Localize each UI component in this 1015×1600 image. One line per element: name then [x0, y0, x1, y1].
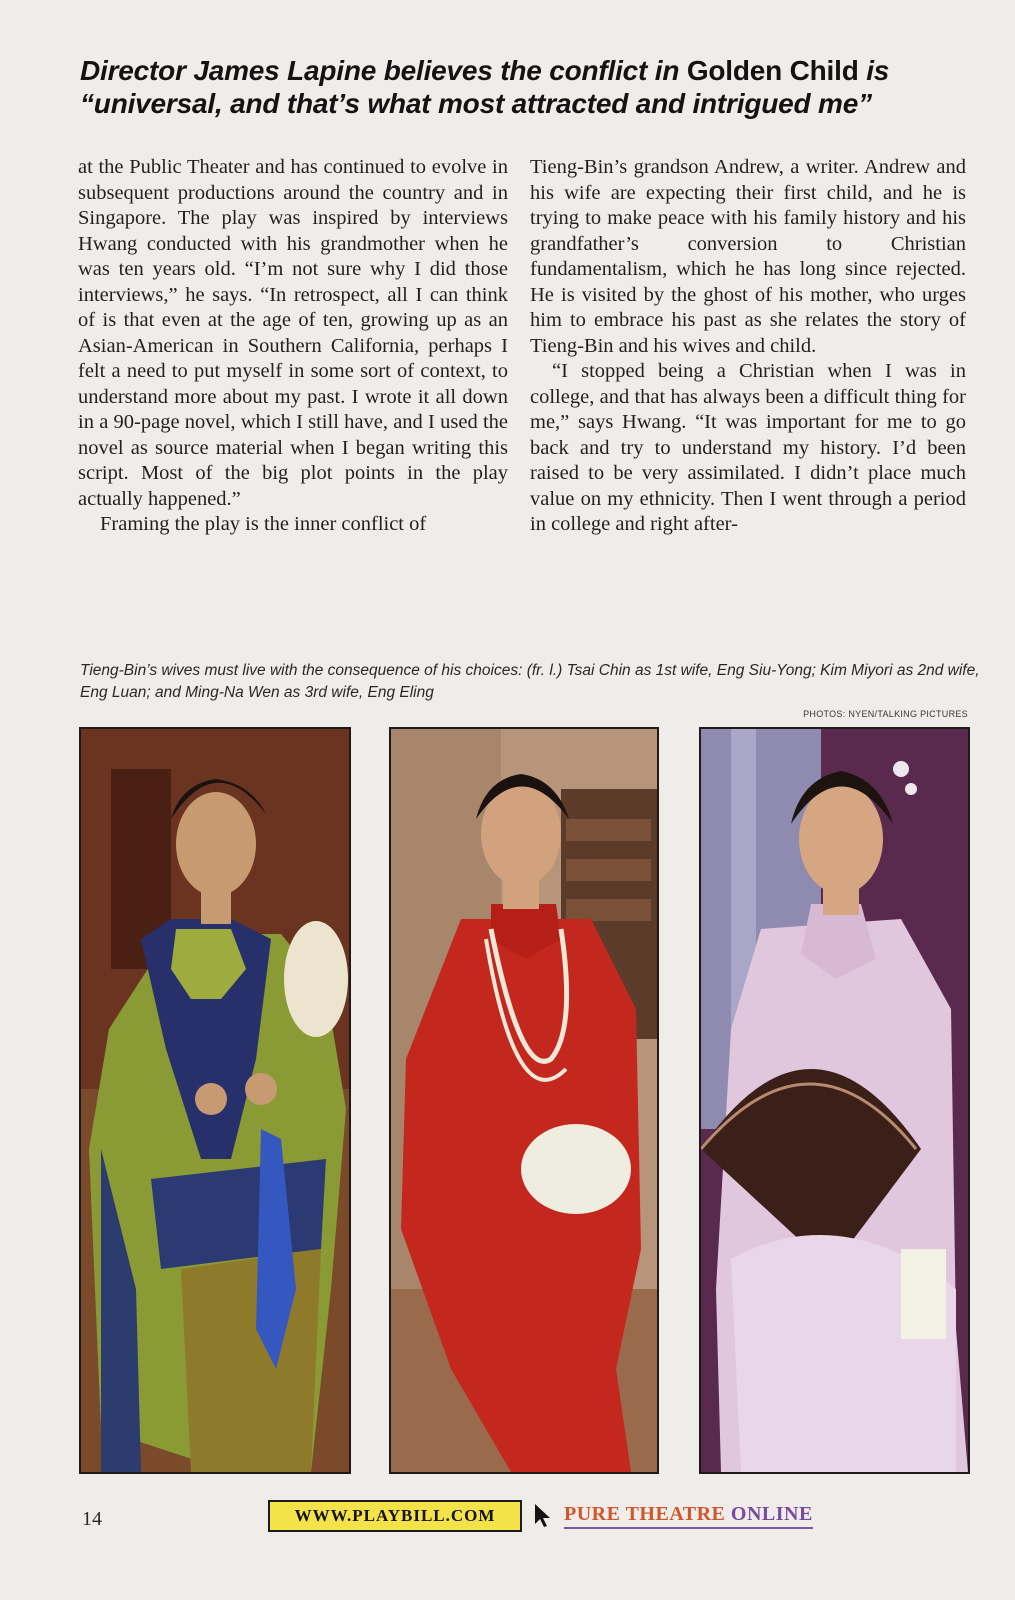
- paragraph: at the Public Theater and has continued to evolve in subsequent productions around the country and in Singapore. The play was inspired by interviews Hwang conducted with his grandmother when he was ten years old. “I’m not sure why I did those interviews,” he says. “In retrospect, all I can think of is that even at the age of ten, growing up as an Asian-American in Southern California, perhaps I felt a need to put myself in some sort of context, to understand more about my past. I wrote it all down in a 90-page novel, which I still have, and I used the novel as source material when I began writing this script. Most of the big plot points in the play actually happened.”: [78, 156, 508, 510]
- headline-quote: “universal, and that’s what most attracted and intrigued me”: [80, 88, 872, 119]
- tagline-online: ONLINE: [730, 1503, 813, 1525]
- article-column-left: [78, 155, 508, 538]
- headline: [80, 54, 980, 120]
- playbill-url-link[interactable]: WWW.PLAYBILL.COM: [268, 1500, 522, 1532]
- page-number: 14: [82, 1508, 102, 1530]
- headline-text: Director James Lapine believes the conflict in: [80, 55, 687, 86]
- paragraph: “I stopped being a Christian when I was in college, and that has always been a difficult thing for me,” says Hwang. “It was important for me to go back and try to understand my history. I’d been raised to be very assimilated. I didn’t place much value on my ethnicity. Then I went through a period in college and right after-: [530, 360, 966, 535]
- headline-text-end: is: [858, 55, 890, 86]
- play-title: Golden Child: [686, 55, 859, 86]
- tagline-pure-theatre: PURE THEATRE: [564, 1503, 726, 1525]
- photo-first-wife: [79, 727, 351, 1474]
- paragraph: Tieng-Bin’s grandson Andrew, a writer. Andrew and his wife are expecting their first child, and he is trying to make peace with his family history and his grandfather’s conversion to Christian fundamentalism, which he has long since rejected. He is visited by the ghost of his mother, who urges him to embrace his past as she relates the story of Tieng-Bin and his wives and child.: [530, 156, 966, 357]
- photo-caption: Tieng-Bin’s wives must live with the consequence of his choices: (fr. l.) Tsai Chin as 1st wife, Eng Siu-Yong; Kim Miyori as 2nd wife, Eng Luan; and Ming-Na Wen as 3rd wife, Eng Eling: [80, 662, 980, 701]
- paragraph: Framing the play is the inner conflict of: [100, 513, 427, 535]
- photo-second-wife: [389, 727, 659, 1474]
- article-column-right: [530, 155, 966, 538]
- photo-credit: PHOTOS: NYEN/TALKING PICTURES: [803, 709, 968, 719]
- arrow-cursor-icon: [533, 1502, 555, 1528]
- photo-third-wife: [699, 727, 970, 1474]
- pure-theatre-online-tagline: [564, 1503, 813, 1529]
